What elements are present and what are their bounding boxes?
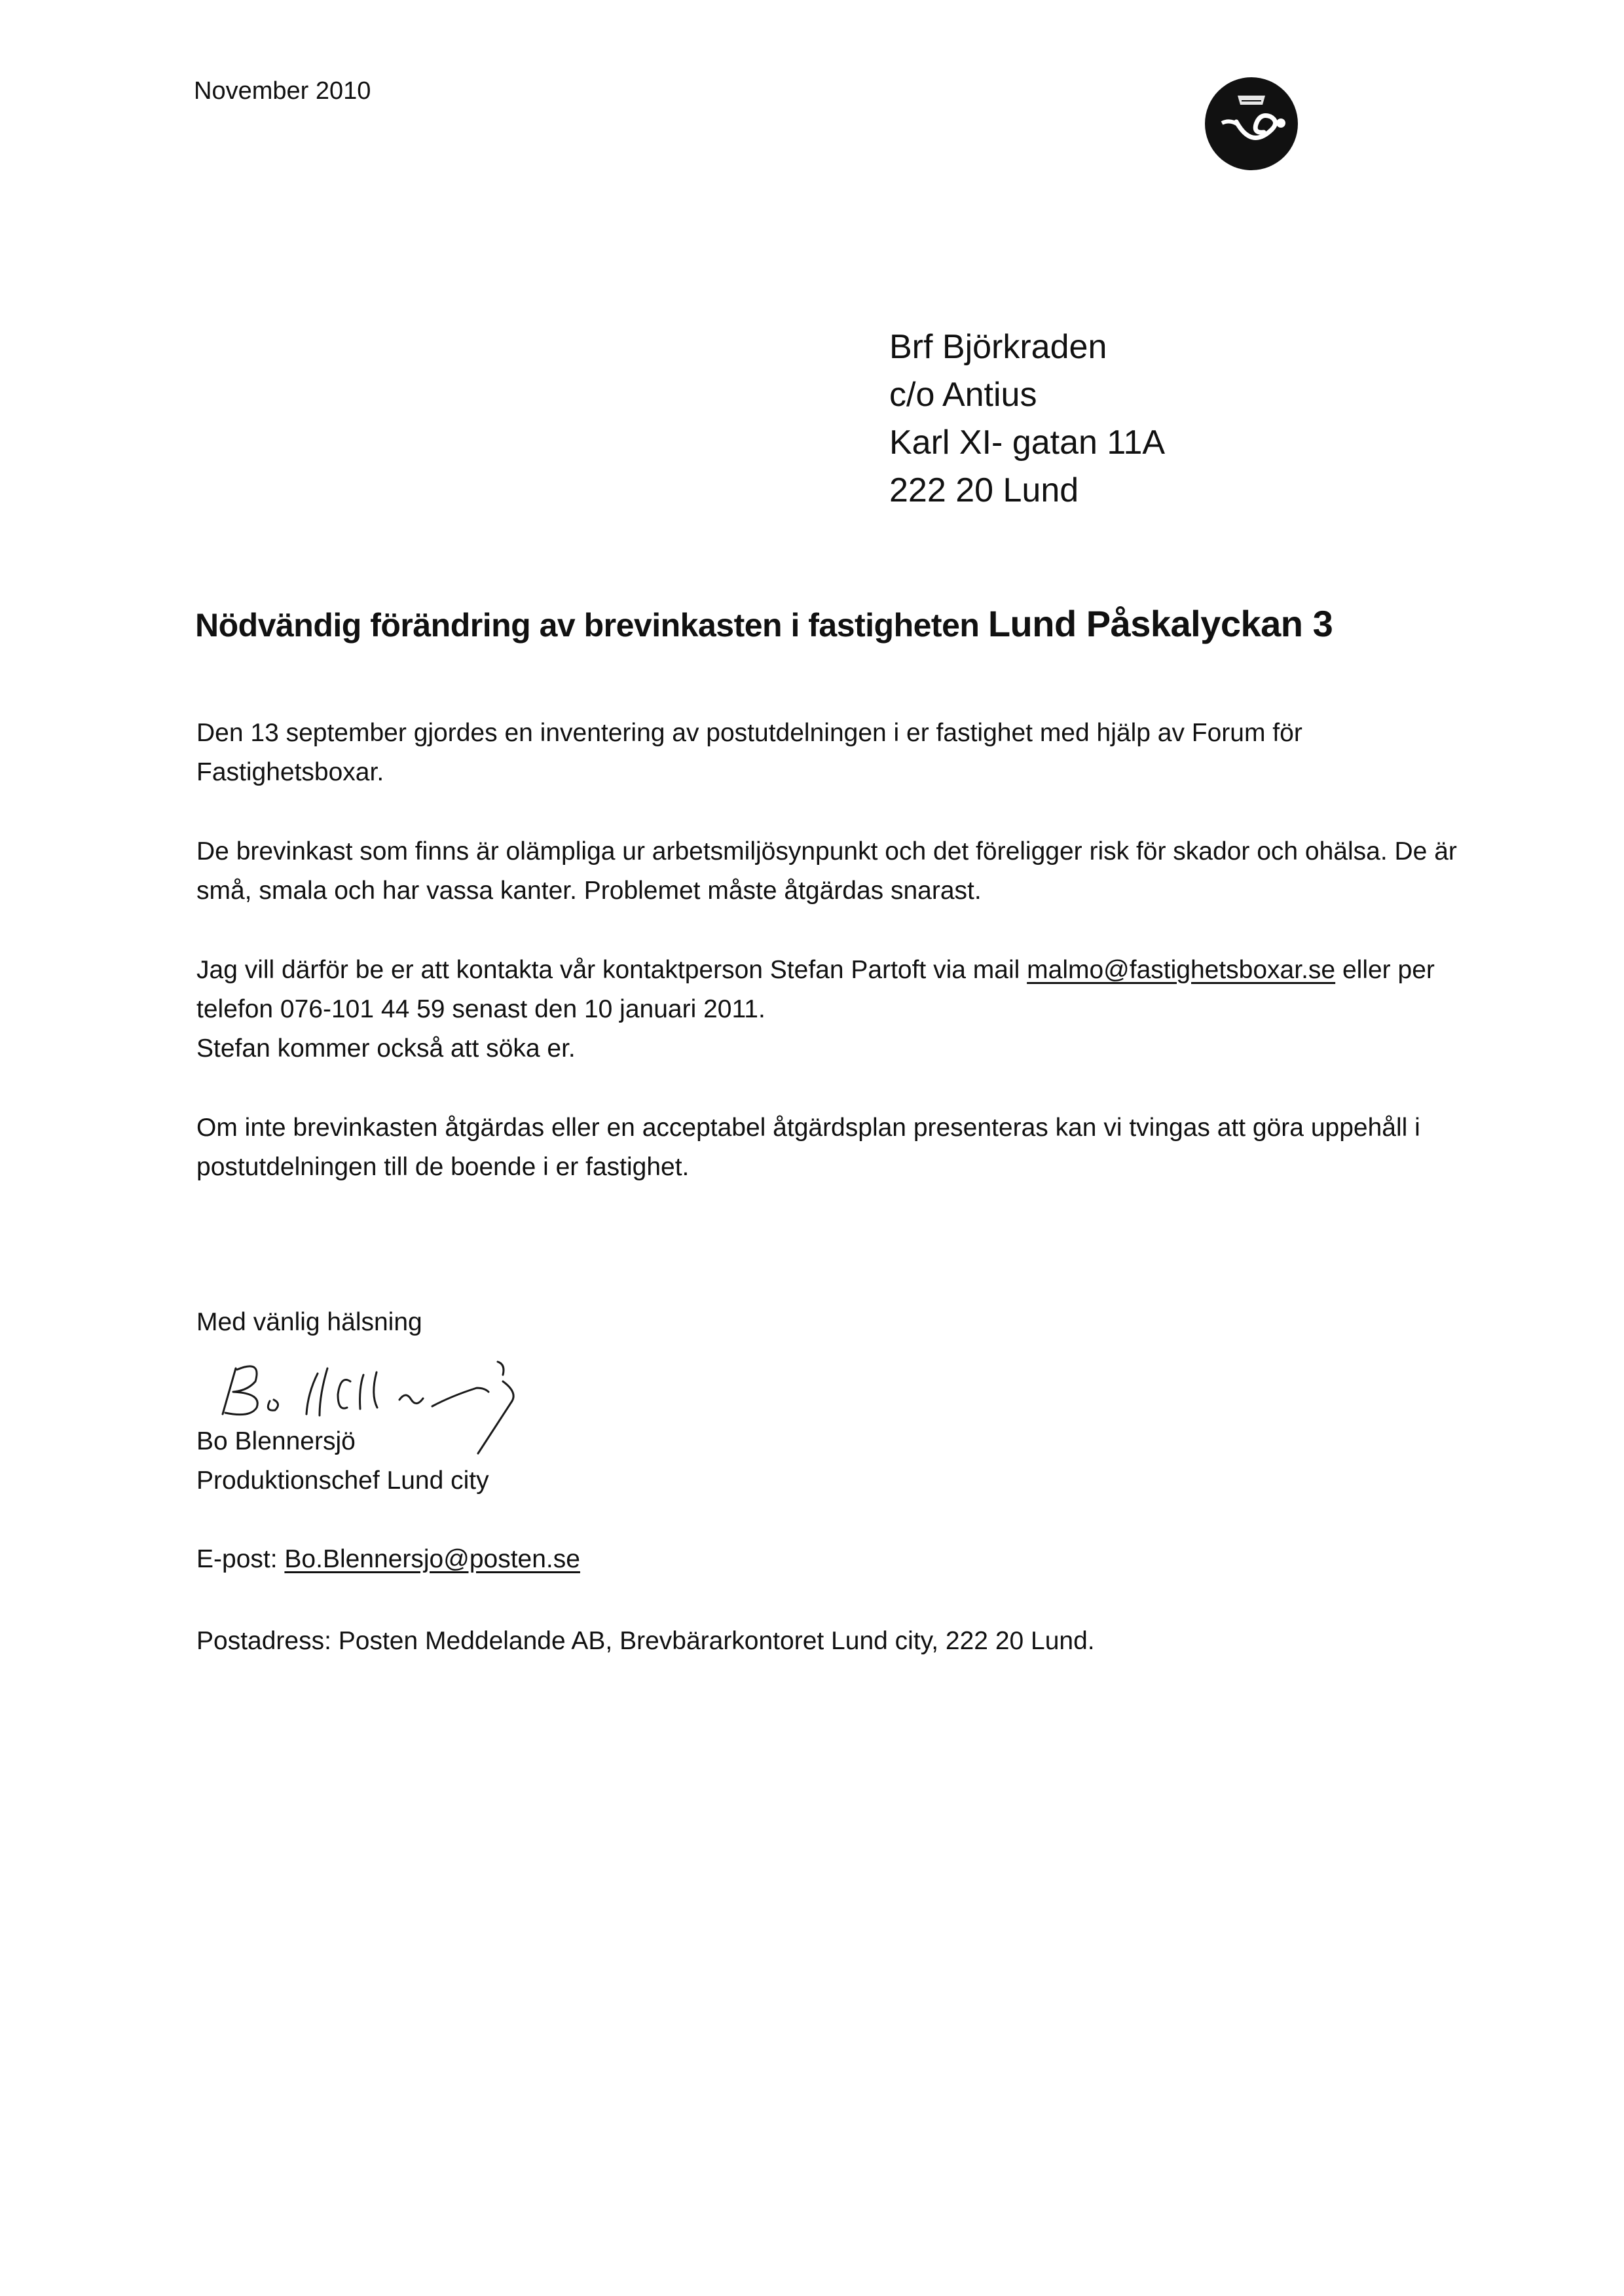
address-line: Brf Björkraden: [889, 328, 1107, 366]
signer-email-link[interactable]: Bo.Blennersjo@posten.se: [284, 1545, 580, 1573]
contact-note: Stefan kommer också att söka er.: [196, 1034, 576, 1063]
recipient-address: [889, 323, 1165, 515]
heading-property: Lund Påskalyckan 3: [987, 603, 1333, 644]
address-line: Karl XI- gatan 11A: [889, 424, 1166, 462]
letter-body: [196, 714, 1480, 1227]
address-line: 222 20 Lund: [889, 471, 1079, 509]
contact-text: Jag vill därför be er att kontakta vår kontaktperson Stefan Partoft via mail: [196, 956, 1020, 984]
address-line: c/o Antius: [889, 376, 1037, 414]
contact-phone-text: eller per telefon 076-101 44 59 senast den 10 januari 2011.: [196, 956, 1435, 1023]
body-paragraph: De brevinkast som finns är olämpliga ur arbetsmiljösynpunkt och det föreligger risk för skador och ohälsa. De är små, smala och har vassa kanter. Problemet måste åtgärdas snarast.: [196, 837, 1457, 905]
body-paragraph: Den 13 september gjordes en inventering av postutdelningen i er fastighet med hjälp av Forum för Fastighetsboxar.: [196, 719, 1302, 786]
email-line: [196, 1545, 580, 1574]
contact-email-link[interactable]: malmo@fastighetsboxar.se: [1027, 956, 1336, 984]
signer-name: Bo Blennersjö: [196, 1427, 356, 1455]
body-paragraph: [196, 951, 1480, 1068]
body-paragraph: Om inte brevinkasten åtgärdas eller en acceptabel åtgärdsplan presenteras kan vi tvingas att göra uppehåll i postutdelningen till de boende i er fastighet.: [196, 1114, 1420, 1181]
signer-title: Produktionschef Lund city: [196, 1467, 489, 1495]
letter-heading: [195, 602, 1333, 645]
posthorn-logo-icon: [1204, 76, 1299, 172]
signer-info: [196, 1422, 489, 1501]
email-label: E-post:: [196, 1545, 278, 1573]
letter-date: November 2010: [194, 77, 371, 105]
postal-address: Postadress: Posten Meddelande AB, Brevbärarkontoret Lund city, 222 20 Lund.: [196, 1627, 1095, 1655]
heading-text: Nödvändig förändring av brevinkasten i fastigheten: [195, 607, 980, 644]
closing-greeting: Med vänlig hälsning: [196, 1308, 422, 1336]
